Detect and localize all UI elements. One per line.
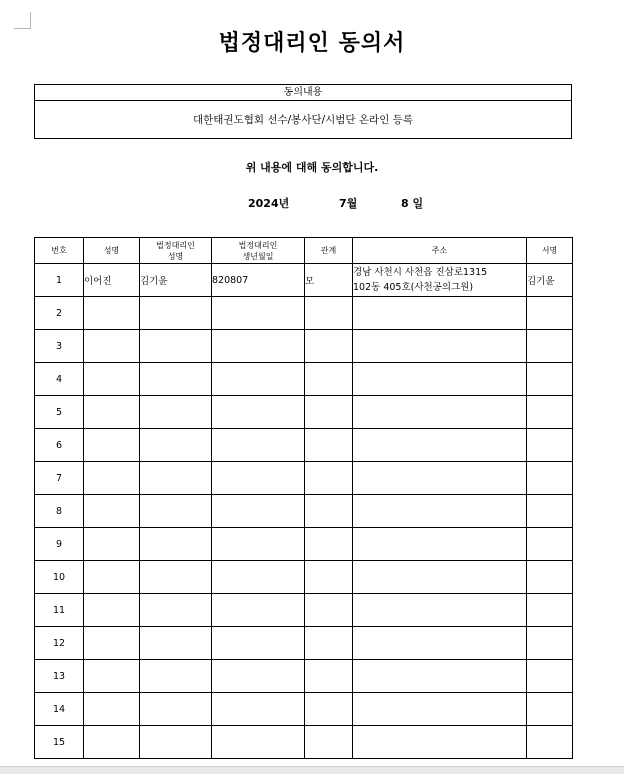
row-address[interactable] [353, 462, 527, 495]
row-guardian-birth[interactable] [212, 660, 305, 693]
row-relation[interactable] [305, 462, 353, 495]
row-relation[interactable] [305, 660, 353, 693]
consent-header: 동의내용 [35, 85, 571, 101]
row-guardian-birth[interactable] [212, 528, 305, 561]
row-guardian-birth[interactable] [212, 330, 305, 363]
row-guardian-name[interactable] [140, 330, 212, 363]
row-number: 1 [35, 264, 84, 297]
row-signature[interactable] [527, 297, 573, 330]
row-relation: 모 [305, 264, 353, 297]
header-guardian-birth [212, 238, 305, 264]
row-guardian-name[interactable] [140, 627, 212, 660]
row-address[interactable] [353, 429, 527, 462]
row-name[interactable] [84, 396, 140, 429]
date-year: 2024년 [248, 197, 290, 210]
row-guardian-birth[interactable] [212, 462, 305, 495]
row-address[interactable] [353, 660, 527, 693]
row-guardian-name[interactable] [140, 594, 212, 627]
row-name: 이어진 [84, 264, 140, 297]
row-name[interactable] [84, 726, 140, 759]
table-row [35, 396, 573, 429]
date-month: 7월 [339, 197, 358, 210]
table-row [35, 297, 573, 330]
row-guardian-name[interactable] [140, 528, 212, 561]
row-signature[interactable] [527, 330, 573, 363]
row-guardian-name[interactable] [140, 396, 212, 429]
table-row [35, 627, 573, 660]
row-relation[interactable] [305, 693, 353, 726]
row-signature[interactable] [527, 495, 573, 528]
table-row [35, 363, 573, 396]
header-address: 주소 [353, 238, 527, 264]
row-address-line2: 102동 405호(사천공의그원) [353, 282, 474, 293]
header-guardian-name-line2: 성명 [167, 251, 184, 261]
row-guardian-birth[interactable] [212, 627, 305, 660]
row-signature[interactable] [527, 627, 573, 660]
row-signature[interactable] [527, 528, 573, 561]
row-signature[interactable] [527, 726, 573, 759]
row-address[interactable] [353, 528, 527, 561]
header-guardian-name-line1: 법정대리인 [156, 240, 195, 250]
row-relation[interactable] [305, 495, 353, 528]
row-address [353, 264, 527, 297]
header-guardian-birth-line2: 생년월일 [242, 251, 274, 261]
row-address[interactable] [353, 726, 527, 759]
row-name[interactable] [84, 627, 140, 660]
row-relation[interactable] [305, 297, 353, 330]
table-row [35, 495, 573, 528]
row-signature[interactable] [527, 462, 573, 495]
row-number: 14 [35, 693, 84, 726]
row-number: 4 [35, 363, 84, 396]
date-day: 8 일 [401, 197, 424, 210]
signature-table [34, 237, 573, 759]
row-number: 6 [35, 429, 84, 462]
row-number: 8 [35, 495, 84, 528]
row-relation[interactable] [305, 594, 353, 627]
row-relation[interactable] [305, 330, 353, 363]
row-number: 5 [35, 396, 84, 429]
row-address[interactable] [353, 396, 527, 429]
row-guardian-birth[interactable] [212, 726, 305, 759]
row-number: 3 [35, 330, 84, 363]
row-guardian-birth[interactable] [212, 297, 305, 330]
row-name[interactable] [84, 297, 140, 330]
row-guardian-name[interactable] [140, 363, 212, 396]
table-row [35, 693, 573, 726]
table-row [35, 561, 573, 594]
row-name[interactable] [84, 495, 140, 528]
header-guardian-name [140, 238, 212, 264]
table-row [35, 726, 573, 759]
row-relation[interactable] [305, 429, 353, 462]
row-relation[interactable] [305, 561, 353, 594]
header-guardian-birth-line1: 법정대리인 [238, 240, 278, 250]
row-guardian-name[interactable] [140, 297, 212, 330]
row-guardian-name[interactable] [140, 429, 212, 462]
consent-content: 대한태권도협회 선수/봉사단/시범단 온라인 등록 [193, 114, 413, 126]
row-name[interactable] [84, 363, 140, 396]
row-name[interactable] [84, 594, 140, 627]
row-address[interactable] [353, 693, 527, 726]
row-address[interactable] [353, 627, 527, 660]
row-signature[interactable] [527, 429, 573, 462]
row-signature[interactable] [527, 396, 573, 429]
header-number: 번호 [35, 238, 84, 264]
row-name[interactable] [84, 693, 140, 726]
row-number: 11 [35, 594, 84, 627]
row-name[interactable] [84, 330, 140, 363]
row-address-line1: 경남 사천시 사천읍 진삼로1315 [353, 267, 488, 278]
row-address[interactable] [353, 594, 527, 627]
row-number: 13 [35, 660, 84, 693]
consent-box [34, 84, 572, 139]
row-signature[interactable] [527, 594, 573, 627]
row-number: 2 [35, 297, 84, 330]
table-row [35, 264, 573, 297]
row-relation[interactable] [305, 363, 353, 396]
row-signature[interactable] [527, 561, 573, 594]
row-relation[interactable] [305, 726, 353, 759]
table-row [35, 330, 573, 363]
row-address[interactable] [353, 561, 527, 594]
row-guardian-birth: 820807 [212, 264, 305, 297]
header-signature: 서명 [527, 238, 573, 264]
row-name[interactable] [84, 462, 140, 495]
row-guardian-name[interactable] [140, 561, 212, 594]
row-guardian-name[interactable] [140, 693, 212, 726]
row-address[interactable] [353, 495, 527, 528]
row-guardian-name[interactable] [140, 462, 212, 495]
document-title: 법정대리인 동의서 [218, 31, 406, 56]
row-relation[interactable] [305, 396, 353, 429]
row-guardian-birth[interactable] [212, 363, 305, 396]
row-guardian-birth[interactable] [212, 594, 305, 627]
row-number: 15 [35, 726, 84, 759]
row-name[interactable] [84, 660, 140, 693]
row-guardian-name: 김기윤 [140, 264, 212, 297]
row-address[interactable] [353, 330, 527, 363]
table-row [35, 429, 573, 462]
table-row [35, 462, 573, 495]
table-header-row [35, 238, 573, 264]
table-row [35, 660, 573, 693]
row-signature: 김기윤 [527, 264, 573, 297]
row-number: 9 [35, 528, 84, 561]
row-guardian-name[interactable] [140, 660, 212, 693]
row-guardian-birth[interactable] [212, 396, 305, 429]
row-guardian-name[interactable] [140, 726, 212, 759]
row-name[interactable] [84, 561, 140, 594]
row-number: 12 [35, 627, 84, 660]
header-relation: 관계 [305, 238, 353, 264]
row-number: 10 [35, 561, 84, 594]
row-guardian-birth[interactable] [212, 495, 305, 528]
row-guardian-birth[interactable] [212, 561, 305, 594]
row-guardian-name[interactable] [140, 495, 212, 528]
row-address[interactable] [353, 297, 527, 330]
table-row [35, 594, 573, 627]
row-signature[interactable] [527, 363, 573, 396]
row-address[interactable] [353, 363, 527, 396]
agreement-text: 위 내용에 대해 동의합니다. [245, 161, 379, 174]
row-signature[interactable] [527, 660, 573, 693]
row-guardian-birth[interactable] [212, 429, 305, 462]
header-name: 성명 [84, 238, 140, 264]
row-relation[interactable] [305, 528, 353, 561]
row-name[interactable] [84, 429, 140, 462]
row-number: 7 [35, 462, 84, 495]
row-relation[interactable] [305, 627, 353, 660]
row-name[interactable] [84, 528, 140, 561]
table-row [35, 528, 573, 561]
row-signature[interactable] [527, 693, 573, 726]
row-guardian-birth[interactable] [212, 693, 305, 726]
